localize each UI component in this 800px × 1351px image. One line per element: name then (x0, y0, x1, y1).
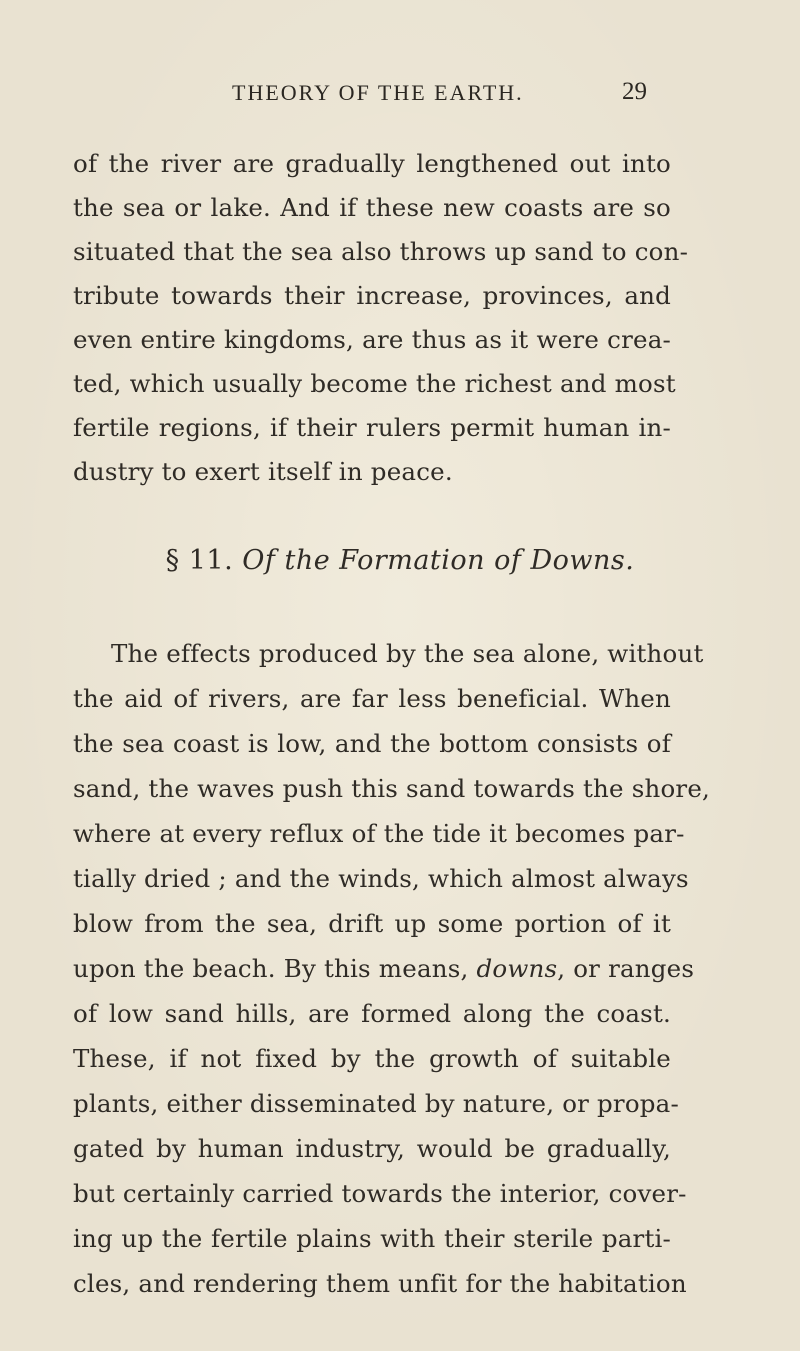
text-run: upon the beach. By this means, (73, 954, 477, 983)
text-line: the aid of rivers, are far less beneficial. When (73, 684, 671, 713)
text-line: blow from the sea, drift up some portion of it (73, 909, 671, 938)
italic-term: downs (476, 954, 558, 983)
text-line: ing up the fertile plains with their sterile parti- (73, 1224, 671, 1253)
text-line: the sea or lake. And if these new coasts are so (73, 193, 671, 222)
text-line: These, if not fixed by the growth of suitable (73, 1044, 671, 1073)
text-line: dustry to exert itself in peace. (73, 457, 453, 486)
text-line: but certainly carried towards the interior, cover- (73, 1179, 687, 1208)
text-line: where at every reflux of the tide it becomes par- (73, 819, 685, 848)
text-line: tribute towards their increase, provinces, and (73, 281, 671, 310)
section-number: § 11. (165, 545, 234, 576)
text-line: situated that the sea also throws up sand to con- (73, 237, 689, 266)
text-line: tially dried ; and the winds, which almost always (73, 864, 689, 893)
text-line: sand, the waves push this sand towards the shore, (73, 774, 711, 803)
text-line: of the river are gradually lengthened out into (73, 149, 671, 178)
text-line: even entire kingdoms, are thus as it were crea- (73, 325, 671, 354)
text-line: The effects produced by the sea alone, without (111, 639, 704, 668)
page-number: 29 (622, 78, 647, 105)
text-run: , or ranges (557, 954, 695, 983)
text-line: cles, and rendering them unfit for the habitation (73, 1269, 687, 1298)
text-line: the sea coast is low, and the bottom consists of (73, 729, 671, 758)
text-line: fertile regions, if their rulers permit human in- (73, 413, 671, 442)
text-line: ted, which usually become the richest and most (73, 369, 676, 398)
running-head (0, 80, 800, 110)
running-title: THEORY OF THE EARTH. (232, 80, 524, 105)
section-heading (0, 545, 800, 576)
section-title: Of the Formation of Downs. (242, 545, 635, 576)
text-line: of low sand hills, are formed along the coast. (73, 999, 671, 1028)
text-line: gated by human industry, would be gradually, (73, 1134, 671, 1163)
text-line: plants, either disseminated by nature, or propa- (73, 1089, 679, 1118)
